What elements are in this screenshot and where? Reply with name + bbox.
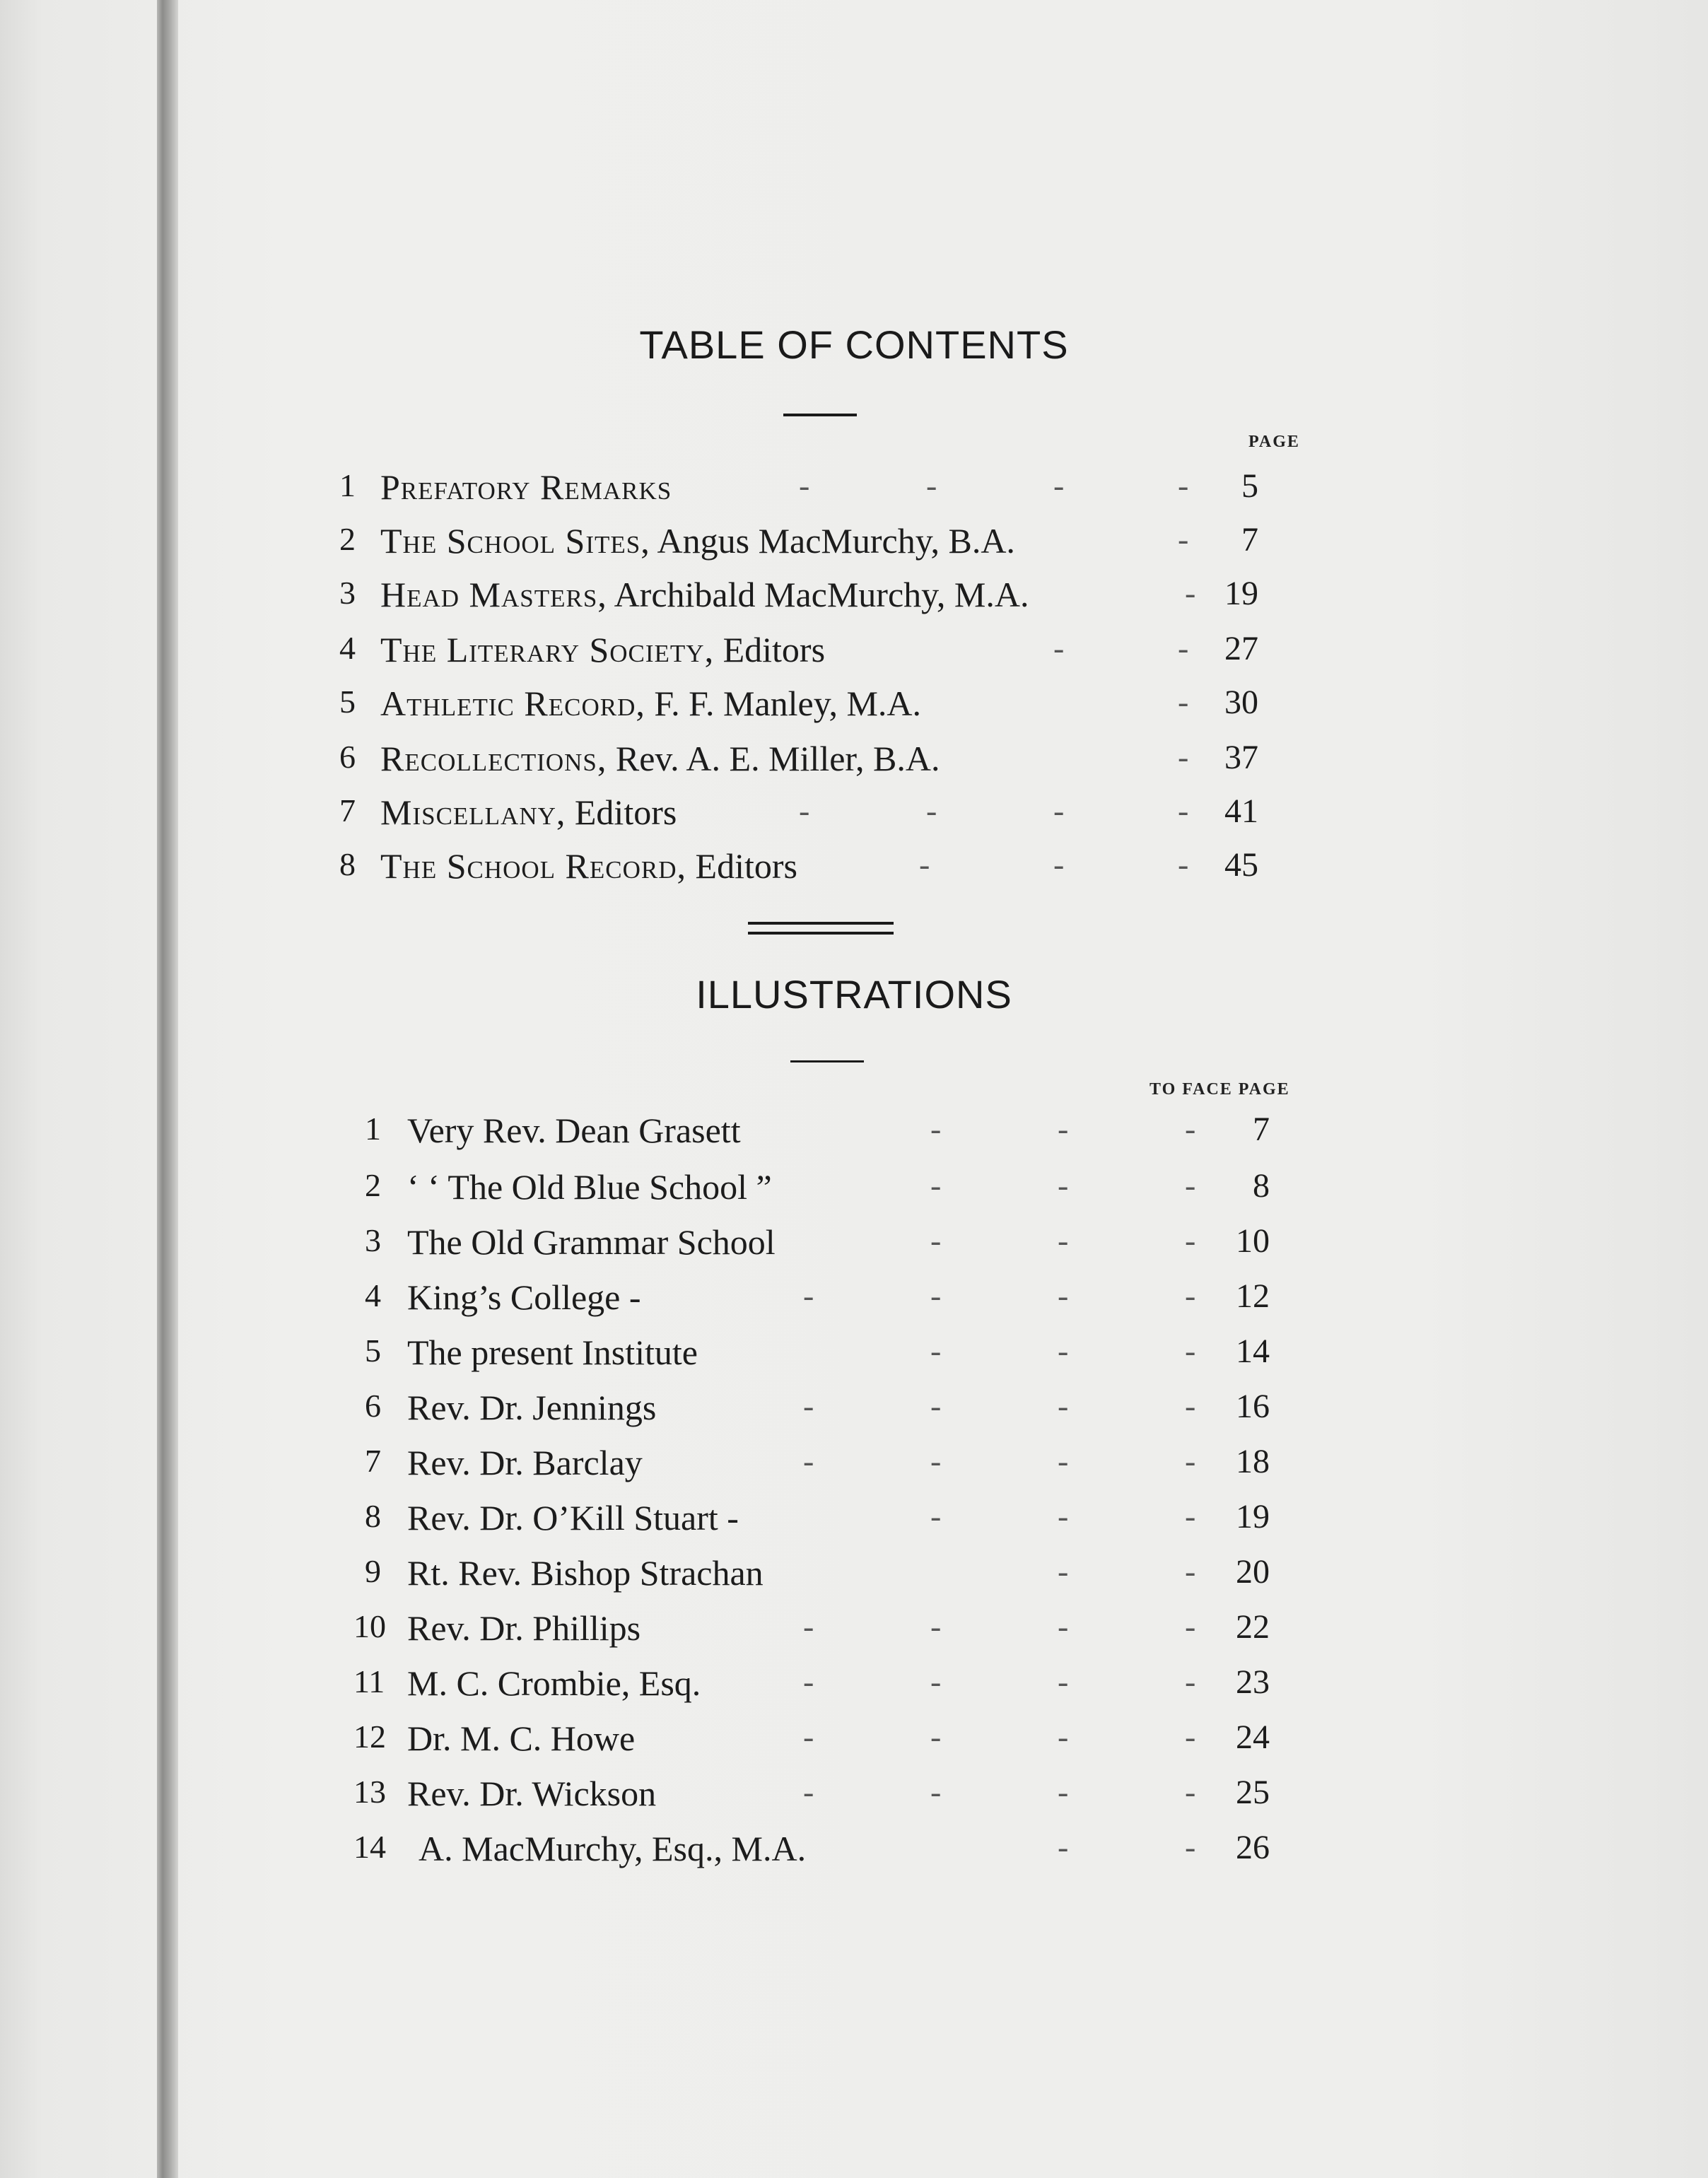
contents-page-header: PAGE: [1248, 433, 1300, 451]
leader-dash: -: [803, 1608, 814, 1644]
contents-row-number: 7: [339, 792, 356, 829]
illustration-row-page: 18: [1236, 1443, 1270, 1480]
illustration-row: [365, 1110, 1340, 1159]
contents-divider: [783, 414, 857, 416]
leader-dash: -: [1058, 1663, 1069, 1699]
contents-row-page: 27: [1224, 630, 1258, 667]
leader-dash: -: [1058, 1443, 1069, 1479]
contents-row: [339, 792, 1329, 841]
illustration-row-number: 11: [353, 1663, 385, 1699]
leader-dash: -: [1058, 1774, 1069, 1810]
leader-dash: -: [799, 467, 810, 503]
illustration-row-page: 16: [1236, 1388, 1270, 1425]
contents-section-name: Recollections,: [380, 739, 607, 778]
leader-dash: -: [1058, 1277, 1069, 1313]
illustration-row: [365, 1552, 1340, 1602]
illustration-row-number: 13: [353, 1774, 386, 1810]
leader-dash: -: [1058, 1167, 1069, 1203]
leader-dash: -: [930, 1443, 942, 1479]
illustrations-divider: [790, 1060, 864, 1062]
leader-dash: -: [803, 1388, 814, 1424]
contents-row-number: 4: [339, 630, 356, 666]
contents-row: [339, 629, 1329, 679]
contents-author: Editors: [723, 630, 826, 669]
illustration-row-number: 8: [365, 1498, 381, 1534]
illustration-row-page: 10: [1236, 1222, 1270, 1260]
leader-dash: -: [1185, 1719, 1196, 1755]
leader-dash: -: [1178, 467, 1189, 503]
illustration-row: [353, 1773, 1340, 1822]
leader-dash: -: [930, 1167, 942, 1203]
leader-dash: -: [1178, 521, 1189, 557]
illustration-row-page: 26: [1236, 1829, 1270, 1866]
contents-row-page: 7: [1241, 521, 1258, 558]
illustration-row-title: Rev. Dr. Phillips: [407, 1608, 641, 1648]
leader-dash: -: [1058, 1388, 1069, 1424]
illustration-row-page: 12: [1236, 1277, 1270, 1315]
illustration-row-number: 2: [365, 1167, 381, 1203]
leader-dash: -: [1178, 792, 1189, 829]
illustration-row: [365, 1332, 1340, 1381]
illustration-row-page: 14: [1236, 1333, 1270, 1370]
leader-dash: -: [1058, 1829, 1069, 1865]
contents-row-page: 30: [1224, 684, 1258, 721]
leader-dash: -: [1185, 1111, 1196, 1147]
contents-section-name: Athletic Record,: [380, 684, 645, 723]
illustration-row-title: King’s College -: [407, 1277, 641, 1317]
illustration-row-page: 23: [1236, 1663, 1270, 1701]
leader-dash: -: [1185, 1774, 1196, 1810]
illustration-row-number: 4: [365, 1277, 381, 1313]
section-double-rule-top: [748, 922, 894, 925]
leader-dash: -: [799, 792, 810, 829]
illustration-row-number: 5: [365, 1333, 381, 1369]
illustration-row-title: Very Rev. Dean Grasett: [407, 1111, 741, 1150]
leader-dash: -: [930, 1333, 942, 1369]
contents-row-page: 41: [1224, 792, 1258, 830]
illustration-row-page: 20: [1236, 1553, 1270, 1591]
illustration-row-number: 3: [365, 1222, 381, 1258]
leader-dash: -: [930, 1608, 942, 1644]
illustration-row: [353, 1608, 1340, 1657]
leader-dash: -: [926, 467, 937, 503]
leader-dash: -: [1178, 684, 1189, 720]
leader-dash: -: [1178, 630, 1189, 666]
leader-dash: -: [930, 1222, 942, 1258]
illustration-row: [365, 1387, 1340, 1436]
illustration-row-title: The present Institute: [407, 1333, 698, 1372]
illustration-row-title: Rev. Dr. Jennings: [407, 1388, 657, 1427]
leader-dash: -: [930, 1774, 942, 1810]
contents-row-title: [380, 845, 797, 886]
leader-dash: -: [919, 846, 930, 882]
leader-dash: -: [1185, 1663, 1196, 1699]
contents-row-title: [380, 629, 825, 670]
illustration-row-title: Rev. Dr. O’Kill Stuart -: [407, 1498, 739, 1538]
contents-row-number: 8: [339, 846, 356, 882]
illustration-row: [365, 1166, 1340, 1216]
contents-row-number: 6: [339, 739, 356, 775]
contents-row: [339, 845, 1329, 895]
illustrations-page-header: TO FACE PAGE: [1150, 1080, 1290, 1099]
contents-row: [339, 574, 1329, 623]
illustration-row-page: 7: [1253, 1111, 1270, 1148]
leader-dash: -: [1185, 575, 1196, 611]
leader-dash: -: [930, 1498, 942, 1534]
leader-dash: -: [1185, 1498, 1196, 1534]
leader-dash: -: [1053, 792, 1065, 829]
illustration-row-title: The Old Grammar School: [407, 1222, 776, 1262]
leader-dash: -: [930, 1388, 942, 1424]
illustration-row-page: 22: [1236, 1608, 1270, 1646]
illustration-row-number: 12: [353, 1719, 386, 1755]
contents-section-name: Head Masters,: [380, 575, 607, 614]
contents-section-name: Prefatory Remarks: [380, 467, 672, 507]
contents-row-number: 2: [339, 521, 356, 557]
leader-dash: -: [1185, 1553, 1196, 1589]
leader-dash: -: [803, 1663, 814, 1699]
leader-dash: -: [1058, 1111, 1069, 1147]
contents-row-number: 3: [339, 575, 356, 611]
leader-dash: -: [1053, 846, 1065, 882]
contents-author: Archibald MacMurchy, M.A.: [614, 575, 1029, 614]
contents-author: Angus MacMurchy, B.A.: [657, 521, 1015, 561]
contents-row-title: [380, 683, 921, 724]
contents-row: [339, 467, 1329, 516]
illustration-row-number: 14: [353, 1829, 386, 1865]
leader-dash: -: [803, 1443, 814, 1479]
contents-row-page: 19: [1224, 575, 1258, 612]
contents-author: F. F. Manley, M.A.: [654, 684, 922, 723]
leader-dash: -: [1178, 739, 1189, 775]
contents-row-page: 37: [1224, 739, 1258, 776]
illustration-row-page: 19: [1236, 1498, 1270, 1535]
illustration-row-title: Rev. Dr. Wickson: [407, 1774, 657, 1813]
leader-dash: -: [1058, 1553, 1069, 1589]
leader-dash: -: [1178, 846, 1189, 882]
leader-dash: -: [1185, 1829, 1196, 1865]
illustration-row-title: M. C. Crombie, Esq.: [407, 1663, 701, 1703]
illustration-row: [353, 1663, 1340, 1712]
illustration-row: [353, 1718, 1340, 1767]
illustration-row-title: Dr. M. C. Howe: [407, 1719, 636, 1758]
contents-row-title: [380, 738, 940, 779]
illustration-row-title: A. MacMurchy, Esq., M.A.: [419, 1829, 807, 1868]
leader-dash: -: [1058, 1333, 1069, 1369]
contents-row-page: 45: [1224, 846, 1258, 884]
contents-row-number: 5: [339, 684, 356, 720]
leader-dash: -: [1185, 1222, 1196, 1258]
contents-row: [339, 520, 1329, 570]
contents-row-title: [380, 520, 1015, 561]
leader-dash: -: [803, 1774, 814, 1810]
illustration-row-number: 6: [365, 1388, 381, 1424]
leader-dash: -: [1053, 467, 1065, 503]
contents-row-title: [380, 792, 677, 833]
contents-section-name: The School Sites,: [380, 521, 650, 561]
contents-section-name: Miscellany,: [380, 792, 566, 832]
leader-dash: -: [1185, 1277, 1196, 1313]
contents-row: [339, 683, 1329, 732]
illustration-row: [365, 1222, 1340, 1271]
leader-dash: -: [1185, 1388, 1196, 1424]
leader-dash: -: [803, 1277, 814, 1313]
illustration-row: [365, 1442, 1340, 1492]
leader-dash: -: [1058, 1608, 1069, 1644]
illustration-row-page: 24: [1236, 1719, 1270, 1756]
contents-author: Rev. A. E. Miller, B.A.: [615, 739, 940, 778]
illustration-row-number: 10: [353, 1608, 386, 1644]
leader-dash: -: [930, 1111, 942, 1147]
contents-section-name: The School Record,: [380, 846, 687, 886]
contents-row-title: [380, 574, 1029, 615]
illustration-row: [365, 1497, 1340, 1547]
leader-dash: -: [1058, 1719, 1069, 1755]
contents-row-title: [380, 467, 672, 508]
leader-dash: -: [1058, 1222, 1069, 1258]
contents-row-page: 5: [1241, 467, 1258, 505]
leader-dash: -: [1053, 630, 1065, 666]
contents-row: [339, 738, 1329, 788]
leader-dash: -: [1185, 1608, 1196, 1644]
leader-dash: -: [930, 1277, 942, 1313]
contents-row-number: 1: [339, 467, 356, 503]
leader-dash: -: [1185, 1443, 1196, 1479]
contents-author: Editors: [574, 792, 677, 832]
leader-dash: -: [930, 1719, 942, 1755]
illustrations-heading: ILLUSTRATIONS: [696, 972, 1012, 1017]
illustration-row-page: 8: [1253, 1167, 1270, 1205]
leader-dash: -: [803, 1719, 814, 1755]
illustration-row-title: ‘ ‘ The Old Blue School ”: [407, 1167, 772, 1207]
illustration-row: [353, 1828, 1340, 1878]
contents-heading: TABLE OF CONTENTS: [639, 322, 1069, 367]
illustration-row-number: 1: [365, 1111, 381, 1147]
illustration-row-title: Rev. Dr. Barclay: [407, 1443, 643, 1482]
contents-section-name: The Literary Society,: [380, 630, 715, 669]
leader-dash: -: [930, 1663, 942, 1699]
leader-dash: -: [926, 792, 937, 829]
illustration-row-title: Rt. Rev. Bishop Strachan: [407, 1553, 764, 1593]
illustration-row: [365, 1277, 1340, 1326]
illustration-row-number: 7: [365, 1443, 381, 1479]
contents-author: Editors: [695, 846, 797, 886]
illustration-row-number: 9: [365, 1553, 381, 1589]
illustration-row-page: 25: [1236, 1774, 1270, 1811]
leader-dash: -: [1058, 1498, 1069, 1534]
section-double-rule-bottom: [748, 932, 894, 935]
leader-dash: -: [1185, 1167, 1196, 1203]
leader-dash: -: [1185, 1333, 1196, 1369]
